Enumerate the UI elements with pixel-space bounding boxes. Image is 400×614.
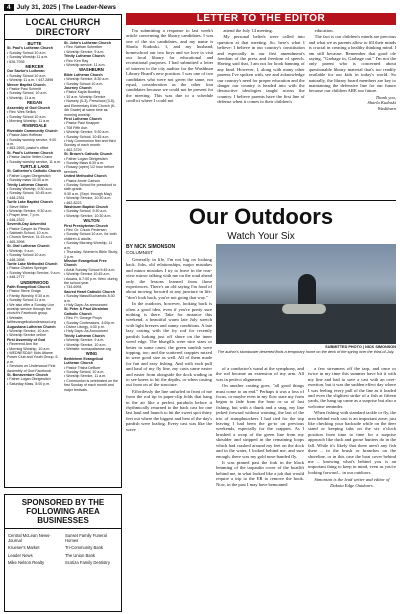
article-column-2 bbox=[216, 366, 304, 610]
sponsor-name: Krueser's Market bbox=[8, 545, 40, 551]
church-detail: • Sunday School 10 a.m. bbox=[7, 114, 47, 119]
church-detail: • Sunday Confessions, 4:00p.m. bbox=[64, 320, 116, 325]
church-entry bbox=[7, 83, 62, 101]
church-entry bbox=[7, 200, 62, 222]
left-column bbox=[4, 14, 122, 610]
church-entry bbox=[64, 357, 119, 392]
church-detail: • Sunday School, 10 a.m. bbox=[64, 370, 105, 375]
church-detail: • 463-2693, pastor's office bbox=[7, 146, 49, 151]
church-entry bbox=[7, 373, 62, 386]
church-detail: • 448-2351 bbox=[7, 195, 25, 200]
author-bio: Simonson is the lead writer and editor of Dakota Edge Outdoors. bbox=[314, 477, 390, 488]
church-entry bbox=[7, 129, 62, 151]
church-detail: • Rosary (open) 1/2 hour before services. bbox=[64, 165, 115, 174]
letter-column-3 bbox=[309, 28, 396, 198]
sponsor-name: Tri-Community Bank bbox=[65, 545, 104, 551]
directory-city: RIVERDALE bbox=[22, 123, 47, 129]
church-detail: • Reverend Ann Ike bbox=[7, 342, 38, 347]
church-detail: • Worship, 9 a.m. bbox=[7, 248, 35, 253]
church-detail: • Prayer time, 7 p.m. bbox=[7, 213, 40, 218]
church-detail: • Sunday School 10 a.m. bbox=[7, 253, 47, 258]
church-entry bbox=[64, 117, 119, 152]
church-detail: • Communion is celebrated on the first Sunday of each month and major festivals. bbox=[64, 378, 118, 392]
church-entry bbox=[7, 222, 62, 244]
church-name: First Lutheran Church bbox=[64, 116, 102, 121]
article-text-3 bbox=[308, 366, 396, 475]
church-name: Mercer Baptist Church bbox=[7, 82, 46, 87]
church-detail: • Sunday Worship Service, 9 a.m. bbox=[7, 270, 61, 275]
church-entry bbox=[7, 285, 62, 325]
church-detail: • Sunday Morning Worship, 11 a.m. bbox=[64, 241, 113, 250]
directory-column-left bbox=[7, 41, 62, 392]
church-detail: • Divine Liturgy, 4:30 p.m. bbox=[64, 325, 105, 329]
church-detail: • Worship service, 11 a.m. bbox=[64, 63, 106, 68]
church-name: Mission Evangelical Free Church bbox=[64, 258, 107, 268]
church-detail: • Adult Sunday School 9:45 a.m. bbox=[64, 267, 116, 272]
church-entry bbox=[64, 73, 119, 86]
directory-city: WASHBURN bbox=[79, 67, 104, 73]
church-entry bbox=[64, 54, 119, 67]
church-detail: • Morning Worship, 10 a.m. bbox=[7, 346, 51, 351]
church-detail: • Worship Service, 9 a.m. bbox=[64, 49, 105, 54]
directory-title: LOCAL CHURCH DIRECTORY bbox=[5, 15, 121, 40]
church-detail: • Church Service, 11:15 a.m. bbox=[7, 235, 53, 240]
church-detail: • 462-8223 bbox=[64, 200, 82, 205]
church-detail: • 10 a.m. Worship Service bbox=[64, 94, 106, 99]
article-column-3 bbox=[308, 366, 396, 610]
article-header bbox=[126, 204, 396, 242]
church-detail: • Father Logan Obrigewitch bbox=[64, 156, 108, 161]
church-detail: • Worship Service, 10:30 a.m. bbox=[64, 213, 112, 218]
byline: BY NICK SIMONSON bbox=[126, 244, 176, 250]
church-entry bbox=[64, 86, 119, 117]
church-detail: • Worship Service, 9:30 a.m. bbox=[64, 130, 110, 135]
article-paragraph: It was pinned past the fork in the black lemming of the tarpaulin cover of the boatlift behind me, in what looked like a job that would require a trip to the ER to remove the hook. Now, in the past I may have bemoaned bbox=[216, 459, 304, 487]
letter-column-1 bbox=[126, 28, 213, 198]
church-detail: • Pastor Alan Hoffman bbox=[7, 133, 43, 138]
church-detail: • Sunday worship service, 11 a.m. bbox=[7, 159, 61, 164]
sponsor-title: SPONSORED BY THE FOLLOWING AREA BUSINESSES bbox=[5, 495, 121, 529]
church-entry bbox=[7, 183, 62, 201]
section-divider bbox=[126, 200, 396, 201]
church-detail: • Sunday Mass/Eucharistic 8:30 a.m. bbox=[64, 294, 115, 303]
church-detail: • Website: faithevangelicalunderwood.org bbox=[7, 315, 56, 325]
church-detail: • Holy Days: As announced bbox=[64, 302, 108, 307]
church-detail: • Pastor Jackie Vetter-Crane bbox=[7, 155, 53, 160]
church-entry bbox=[7, 169, 62, 182]
church-detail: • Sunday School 10 a.m. bbox=[64, 81, 104, 86]
article-column-1 bbox=[126, 244, 212, 610]
church-detail: • WEDNESDAY: Kids Aflame Power Club and Youth Group, 6 p.m. bbox=[7, 351, 58, 364]
article-text-1 bbox=[126, 257, 212, 432]
directory-city: MERCER bbox=[25, 64, 44, 70]
church-entry bbox=[64, 174, 119, 205]
letter-column-2 bbox=[217, 28, 304, 198]
church-detail: • Rev. Dr. Chuck Pedersen bbox=[64, 228, 107, 233]
church-detail: • Steve Miller bbox=[7, 204, 29, 209]
sponsor-name: The Union Bank bbox=[65, 552, 96, 558]
church-name: Faith Evangelical Church bbox=[7, 284, 50, 289]
directory-city: WING bbox=[85, 351, 98, 357]
church-detail: • Sunday School for preschool to sixth grade. bbox=[64, 183, 117, 192]
church-detail: • Sunday Mass 8:30 a.m. bbox=[64, 160, 105, 165]
church-detail: • Pastor Annie Carlson bbox=[64, 178, 101, 183]
church-detail: • Pastor Charles Springer bbox=[7, 266, 48, 271]
church-detail: • 626-7935 bbox=[7, 59, 25, 64]
church-detail: • Worship Service, 8:30 a.m. bbox=[64, 77, 110, 82]
church-detail: • Sunday School, 10:45 a.m. bbox=[64, 134, 110, 139]
church-detail: • Services on Underwood First Assembly of God Facebook bbox=[7, 364, 56, 373]
church-name: St. John's Lutheran Church bbox=[64, 41, 111, 45]
church-entry bbox=[64, 41, 119, 54]
church-detail: • Father Logan Obrigewitch bbox=[7, 173, 51, 178]
church-entry bbox=[64, 152, 119, 174]
directory-city: UNDERWOOD bbox=[20, 279, 49, 285]
church-entry bbox=[64, 205, 119, 218]
church-name: Riverdale Community Church bbox=[7, 128, 58, 133]
article-subtitle: Watch Your Six bbox=[227, 231, 295, 242]
church-detail: • Rev. Nathan Schreiber bbox=[64, 45, 103, 50]
church-detail: • 448-2322 bbox=[7, 217, 25, 222]
church-detail: • Worship Service 10:45 a.m. bbox=[64, 272, 111, 277]
church-entry bbox=[64, 290, 119, 308]
letter-city: Washburn bbox=[377, 105, 396, 111]
church-entry bbox=[64, 224, 119, 259]
church-detail: • Worship Service, 9:30 a.m. bbox=[7, 209, 53, 214]
church-entry bbox=[7, 151, 62, 164]
church-detail: • Family Worship 9:30 a.m. bbox=[7, 293, 50, 298]
church-detail: • Sunday School, 9:30 a.m. bbox=[64, 209, 108, 214]
church-name: Trinity Lutheran Church bbox=[64, 54, 105, 59]
church-detail: • Pastor Paul Knapper bbox=[64, 121, 100, 126]
sponsor-name: Scotiza Family Dentistry bbox=[65, 559, 110, 565]
church-detail: • Website: sunrayaltaruse.org bbox=[64, 347, 111, 352]
article-paragraph: of a conductor's wand at the symphony, and the rod became an extension of my arm. All was in perfect alignment. bbox=[216, 366, 304, 382]
church-name: Bethlehem Evangelical Lutheran Church bbox=[64, 356, 104, 366]
church-detail: • Holy Days: As Announced bbox=[64, 329, 108, 334]
church-detail: • Sunday School 10 a.m. bbox=[7, 73, 47, 78]
letter-signature: Sharla Kudoski bbox=[367, 100, 396, 106]
church-directory bbox=[4, 14, 122, 488]
church-detail: • 465-3998 bbox=[7, 239, 25, 244]
church-detail: • Holy Communion first and third Sunday of each month. bbox=[64, 138, 116, 148]
article-paragraph: In the outdoors, however, looking back is often a good idea, even if you're pretty sure nothing is there. Take for instance this weekend, a beautiful warm late July stretch with light breezes and sunny conditions. A late lazy casting with the fry rod for recently panfish lurking just off shore on the inner weed edge. The bluegills were nice sizes or better in some cases; the green sunfish were topping, too; and the scattered crappies mixed in were good size as well. All of them made for fun and easy fishing. And with each pull and haul of my fly line, my casts came easier and easier from alongside the dock wading in to see knees to hit the depths, or when casting out from on of the structure. bbox=[126, 301, 212, 388]
church-detail: • 448-2698 bbox=[7, 257, 25, 262]
church-detail: • Sabbath School, 10 a.m. bbox=[7, 231, 49, 236]
sponsor-box bbox=[4, 494, 122, 612]
church-detail: • 462-3729 bbox=[64, 147, 82, 152]
date-line: July 31, 2025 | The Leader-News bbox=[16, 3, 116, 11]
church-entry bbox=[7, 325, 62, 338]
church-detail: • Thursday: Women's Bible Study, 1 p.m. bbox=[64, 250, 118, 259]
church-name: Turtle Lake Baptist Church bbox=[7, 200, 53, 205]
church-detail: • Pastor Trisha DeBoer bbox=[64, 365, 101, 370]
church-name: Augustana Lutheran Church bbox=[7, 324, 56, 329]
photo-credit: SUBMITTED PHOTO | NICK SIMONSON bbox=[325, 345, 396, 349]
church-name: St. Brown's Catholic Church bbox=[64, 152, 113, 157]
church-name: St. Paul's Lutheran Church bbox=[7, 46, 53, 51]
church-entry bbox=[7, 262, 62, 280]
church-entry bbox=[64, 334, 119, 352]
church-detail: • 708 Fifth Ave. bbox=[64, 125, 89, 130]
church-detail: • Worship, 11 a.m. bbox=[7, 95, 37, 100]
church-detail: • Pastor Casper du Plessis bbox=[7, 226, 50, 231]
church-name: Assembly of God Church bbox=[7, 105, 51, 110]
article-paragraph: On another casting goes, "all good things must come to an end." Perhaps it was a loss of focus, or maybe even in my flow state my form began to fade from the hour or so of fast fishing, but with a thunk and a snag, my line jerked forward without warning, the last of the trio of stumpknockers I had tied for the trip leaving I had been the go-to on previous weekends, especially for the crappies. As I brushed a wrap of the green line from my shoulder and stripped in the remaining loops which had crashed around my feet on the dock and in the water, I looked behind me, and sure enough, there was my gold nose-handed fly. bbox=[216, 383, 304, 459]
church-name: Trinity Lutheran Church bbox=[64, 333, 105, 338]
sponsor-name: Central McLean News-Journal bbox=[8, 533, 51, 544]
church-name: Sacred Heart Catholic Church bbox=[64, 289, 115, 294]
church-name: St. Paul's Lutheran Church bbox=[7, 150, 53, 155]
church-detail: • Worship Service, 10:30 a.m. bbox=[64, 196, 112, 201]
church-name: Turtle Lake Methodist Church bbox=[7, 261, 58, 266]
church-detail: • Sunday School 11 a.m. bbox=[7, 298, 47, 303]
church-detail: • Sunday Worship 11 a.m. bbox=[7, 55, 49, 60]
sponsor-list bbox=[5, 529, 121, 569]
church-name: St. Peter & Paul Ukrainian Catholic Church bbox=[64, 307, 109, 316]
sponsor-name: Mike Nelson Realty bbox=[8, 559, 45, 565]
church-name: St. Bonaventure Church bbox=[7, 373, 49, 378]
directory-city: WILTON bbox=[83, 218, 100, 224]
article-paragraph: When fishing with standard tackle or fly, the area behind each cast is an important zone; just like checking your backside while on the deer stand or keeping tabs on the six o'clock position from time to time for a surprise approach like duck and goose hunters do in the fall. While it's likely that there aren't any fish there – in the brush or branches on the shoreline, or in this case the boat cover behind me – knowing what's behind you is an important thing to keep in mind, even as you're looking forward... in our outdoors. bbox=[308, 410, 396, 475]
church-detail: • Sunday School, 10 a.m. bbox=[7, 91, 48, 96]
church-detail: • Sunday School, 10:45 a.m. bbox=[7, 191, 53, 196]
church-name: First Presbyterian Church bbox=[64, 223, 109, 228]
sponsor-name: Sunset Family Funeral Homes bbox=[65, 533, 107, 544]
photo-fish bbox=[282, 304, 326, 314]
church-name: St. Olaf Lutheran Church bbox=[7, 244, 50, 249]
church-detail: • Pastor Steve Grage bbox=[7, 289, 41, 294]
church-detail: • Worship Service, 11 a.m. bbox=[64, 374, 107, 379]
church-name: Seventh-Day Adventist bbox=[7, 222, 47, 227]
church-detail: • Sunday School 10 a.m. bbox=[7, 50, 47, 55]
church-name: Trinity Lutheran Church bbox=[7, 182, 48, 187]
church-detail: • Worship Service online bbox=[7, 333, 46, 338]
church-detail: • Rev. Wes Sellick bbox=[7, 110, 36, 115]
church-detail: • Rev. Fr. George Pruys bbox=[64, 316, 102, 321]
letter-paragraph: education. bbox=[314, 28, 334, 33]
church-detail: • Worship Service, 10 a.m. bbox=[64, 342, 107, 347]
article-photo bbox=[216, 244, 396, 344]
page-header bbox=[4, 2, 396, 12]
church-detail: • Saturday Mass, 5:00 p.m. bbox=[7, 381, 51, 386]
church-entry bbox=[64, 307, 119, 333]
letter-paragraph: My personal beliefs were called into question at that meeting. So, here's what I believe: I believe in our country's constitution and especially in our first amendment's freedom of the press and freedom of speech. Having said that, I am not for book banning of any kind. However, I, along with many other parents I've spoken with, see and acknowledge our country's need for proper education and the danger our country is headed into with the destructive ideologies taught across the country. I believe parents have the first line of defense when it comes to their children's bbox=[217, 34, 305, 105]
church-detail: • Sunday Worship, 9:30 a.m. bbox=[7, 187, 53, 191]
photo-caption: The author's stumbuster deserted finds a temporary home on the deck of the spring over the third-of-July. bbox=[217, 350, 395, 354]
church-detail: • We also offer a Sunday Live worship service through the church's Facebook group. bbox=[7, 302, 55, 316]
church-entry bbox=[7, 46, 62, 64]
church-detail: • 448-2777 bbox=[7, 275, 25, 280]
church-name: Bible Lutheran Church bbox=[64, 72, 103, 77]
church-detail: • Worship Service, 9 a.m. bbox=[64, 338, 105, 343]
directory-city: REGAN bbox=[26, 100, 43, 106]
byline-affiliation: COLUMNIST bbox=[126, 250, 154, 255]
letter-paragraph: The fact is our children's minds are precious and what we as parents allow to fill their minds is crucial in creating a healthy thinking mind. I am still because. Remember that good ole saying, "Garbage in, Garbage out." I'm not the only parent who is concerned about questionable library material that's too readily available for our kids in today's world. So naturally, the library board members are key to maintaining the defensive line for our future because our children ARE our future. bbox=[308, 34, 396, 94]
church-name: St. Catherine's Catholic Church bbox=[7, 169, 61, 174]
church-detail: • Worship 11 a.m. / 447-2896 bbox=[7, 78, 54, 83]
church-name: United Methodist Church bbox=[64, 174, 107, 179]
sponsor-name: Leader News bbox=[8, 552, 33, 558]
article-title: Our Outdoors bbox=[188, 204, 334, 229]
church-name: Journey Church bbox=[64, 86, 92, 91]
church-entry bbox=[7, 69, 62, 82]
letter-paragraph: I'm submitting a response to last week's article concerning the library candidates. I was one of the six candidates, and my name is Sharla Kudoski. I, and my husband, homeschool our two boys and we love to visit our local library for educational and recreational purposes. I had submitted a letter of interest to the city auditor for the Washburn Library Board's new position. I was one of two candidates who were not given the same, nor equal, consideration as the other four candidates because we could not be present for the meeting. This was due to a schedule conflict where I could not bbox=[126, 28, 214, 104]
church-detail: • Pastor Paul Schmitt bbox=[7, 87, 41, 92]
letter-signoff: Thank you, bbox=[375, 94, 396, 100]
church-detail: • Pastor Kayla Bowling bbox=[64, 90, 101, 95]
article-paragraph: a few streamers off the tarp, and once or twice in my time this summer have hit it with my line and had to save a cast with an over-exertion, but it was the sudden effect day where I was feeling every pull of the line as it loaded and even the slightest strike of a fish at fifteen yards, the hang up came as a surprise but also a welcome reminder. bbox=[308, 366, 396, 409]
church-entry bbox=[7, 106, 62, 124]
letter-paragraph: attend the July 14 meeting. bbox=[223, 28, 273, 33]
article-text-2 bbox=[216, 366, 304, 487]
church-detail: • Awana, 6-7:00 p.m. Wed. during the school year. bbox=[64, 276, 118, 285]
directory-city: BUTTE bbox=[27, 41, 42, 46]
church-detail: • Sunday worship service, 9:00 a.m. bbox=[7, 137, 57, 146]
letter-body bbox=[126, 28, 396, 198]
church-detail: • Worship Service, 10 a.m. bbox=[7, 329, 50, 333]
church-name: Our Savior's Lutheran bbox=[7, 69, 45, 74]
church-entry bbox=[7, 338, 62, 373]
article-paragraph: Generally in life, I'm not big on looking back. Jobs, old relationships, major mistakes and minor mistakes I try to leave in the rear-view mirror talking with me on the road ahead only the lessons learned from those experiences. There's an old saying I'm fond of about moving forward at any juncture in life: "don't look back, you're not going that way." bbox=[126, 257, 212, 300]
church-name: First Assembly of God bbox=[7, 337, 46, 342]
church-name: Washburn Baptist Church bbox=[64, 205, 109, 210]
church-entry bbox=[7, 244, 62, 262]
page-number: 4 bbox=[4, 4, 14, 11]
church-detail: 9:30 a.m. (Sept. through May) bbox=[64, 191, 112, 196]
article-paragraph: Effortlessly the line unfurled in front of me from the rod tip in paper-clip folds that hang in the air like a perfect parabola before it rhythmically returned to the back cast for one last haul and launch to hit the sweet spot thirty feet out where the biggest and best of the day's panfish were loafing. Every cast was like the wave bbox=[126, 388, 212, 432]
church-detail: • Morning Worship, 11 a.m. bbox=[7, 118, 51, 123]
church-entry bbox=[64, 259, 119, 290]
church-detail: • Nursery (0-3), Preschool (3-5), and Elementary Kids Church (K-4th Grade) at same time as morning worship bbox=[64, 99, 116, 117]
directory-column-right bbox=[64, 41, 119, 392]
church-detail: • Rev. Ken Ray bbox=[64, 58, 89, 63]
letter-title: LETTER TO THE EDITOR bbox=[126, 13, 396, 25]
church-detail: • Sunday mass 10:30 a.m. bbox=[7, 178, 50, 183]
church-detail: • 734-6994 bbox=[64, 285, 82, 290]
church-detail: • Sunday School 10 a.m. for both children & adults. bbox=[64, 232, 117, 241]
directory-city: TURTLE LAKE bbox=[19, 163, 50, 169]
church-detail: • Father Logan Obrigewitch bbox=[7, 377, 51, 382]
